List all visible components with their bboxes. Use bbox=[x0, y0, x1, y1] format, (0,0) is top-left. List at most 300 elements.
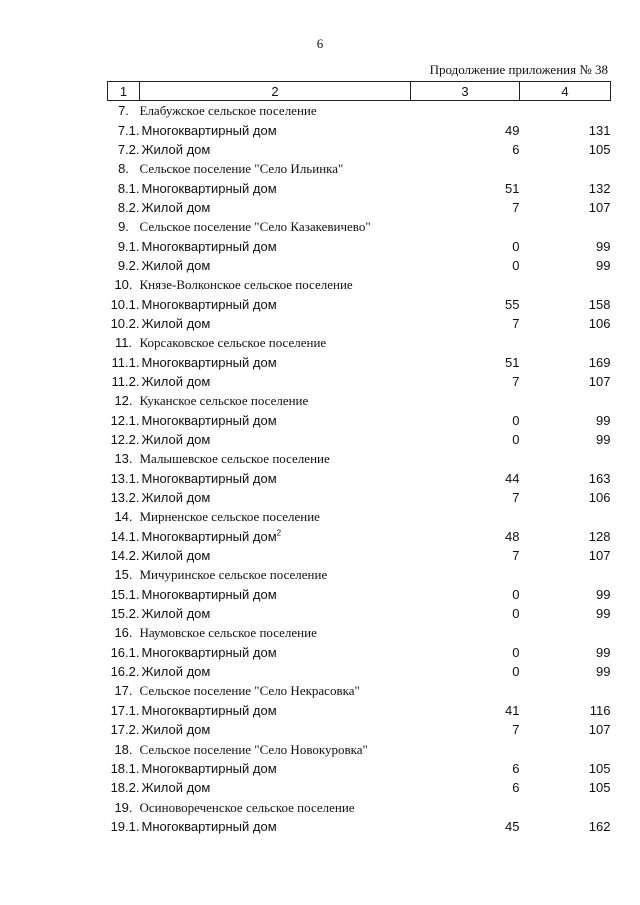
value-column-3-text: 55 bbox=[505, 296, 520, 312]
row-number-text: 16.1. bbox=[110, 644, 140, 660]
value-column-4 bbox=[520, 333, 611, 352]
housing-type bbox=[140, 352, 411, 371]
row-number bbox=[108, 101, 140, 121]
housing-type-text: Многоквартирный дом bbox=[141, 586, 277, 602]
row-number-text: 17.1. bbox=[110, 702, 140, 718]
settlement-name bbox=[140, 681, 411, 700]
row-number bbox=[108, 623, 140, 642]
value-column-4-text: 116 bbox=[589, 702, 611, 718]
housing-type-text: Многоквартирный дом bbox=[141, 354, 277, 370]
row-number-text: 14.1. bbox=[110, 528, 140, 544]
row-number-text: 12. bbox=[114, 393, 133, 409]
value-column-4 bbox=[520, 352, 611, 371]
value-column-4 bbox=[520, 217, 611, 236]
table-row bbox=[108, 604, 611, 623]
value-column-3 bbox=[411, 488, 520, 507]
value-column-3-text: 0 bbox=[512, 664, 520, 680]
settlement-name bbox=[140, 739, 411, 758]
value-column-3-text: 7 bbox=[512, 315, 520, 331]
value-column-3-text: 7 bbox=[512, 490, 520, 506]
housing-type bbox=[140, 411, 411, 430]
value-column-3 bbox=[411, 527, 520, 546]
value-column-3-text: 7 bbox=[512, 722, 520, 738]
row-number-text: 19. bbox=[114, 799, 133, 815]
row-number-text: 18.2. bbox=[110, 780, 140, 796]
housing-type bbox=[140, 469, 411, 488]
row-number bbox=[108, 372, 140, 391]
value-column-4 bbox=[520, 604, 611, 623]
value-column-4-text: 105 bbox=[588, 141, 611, 157]
row-number bbox=[108, 817, 140, 836]
value-column-3 bbox=[411, 198, 520, 217]
housing-type bbox=[140, 178, 411, 197]
value-column-4 bbox=[520, 101, 611, 121]
table-row bbox=[108, 643, 611, 662]
value-column-3 bbox=[411, 720, 520, 739]
value-column-3-text: 7 bbox=[512, 199, 520, 215]
value-column-3 bbox=[411, 565, 520, 584]
section-row bbox=[108, 797, 611, 816]
row-number-text: 10.2. bbox=[110, 315, 140, 331]
value-column-4 bbox=[520, 488, 611, 507]
value-column-4 bbox=[520, 449, 611, 468]
row-number bbox=[108, 217, 140, 236]
value-column-3 bbox=[411, 411, 520, 430]
settlement-name bbox=[140, 101, 411, 121]
table-row bbox=[108, 469, 611, 488]
value-column-3 bbox=[411, 372, 520, 391]
row-number-text: 10. bbox=[114, 277, 133, 293]
row-number bbox=[108, 778, 140, 797]
row-number-text: 11.2. bbox=[111, 373, 140, 389]
housing-type-text: Многоквартирный дом bbox=[141, 180, 277, 196]
settlement-name bbox=[140, 507, 411, 526]
row-number bbox=[108, 662, 140, 681]
section-row bbox=[108, 739, 611, 758]
value-column-4-text: 99 bbox=[596, 586, 611, 602]
value-column-4-text: 131 bbox=[588, 122, 611, 138]
value-column-3 bbox=[411, 314, 520, 333]
value-column-3 bbox=[411, 256, 520, 275]
value-column-3 bbox=[411, 643, 520, 662]
value-column-4 bbox=[520, 140, 611, 159]
row-number-text: 8.1. bbox=[117, 180, 140, 196]
value-column-4-text: 107 bbox=[588, 373, 611, 389]
table-row bbox=[108, 411, 611, 430]
settlement-name-text: Корсаковское сельское поселение bbox=[139, 335, 327, 351]
settlement-name-text: Малышевское сельское поселение bbox=[139, 451, 330, 467]
row-number-text: 19.1. bbox=[110, 818, 140, 834]
value-column-4 bbox=[520, 294, 611, 313]
value-column-4-text: 105 bbox=[588, 780, 611, 796]
settlement-name bbox=[140, 797, 411, 816]
settlement-name-text: Мичуринское сельское поселение bbox=[139, 567, 328, 583]
housing-type-text: Жилой дом bbox=[141, 373, 211, 389]
value-column-4-text: 99 bbox=[596, 664, 611, 680]
housing-type bbox=[140, 140, 411, 159]
table-row bbox=[108, 430, 611, 449]
table-row bbox=[108, 527, 611, 546]
value-column-3 bbox=[411, 778, 520, 797]
housing-type bbox=[140, 120, 411, 139]
row-number bbox=[108, 546, 140, 565]
housing-type-text: Многоквартирный дом bbox=[141, 702, 277, 718]
table-row bbox=[108, 778, 611, 797]
column-header-4: 4 bbox=[520, 82, 611, 101]
table-row bbox=[108, 140, 611, 159]
housing-type-text: Жилой дом bbox=[141, 432, 211, 448]
row-number bbox=[108, 797, 140, 816]
row-number bbox=[108, 507, 140, 526]
value-column-3 bbox=[411, 140, 520, 159]
settlement-name bbox=[140, 449, 411, 468]
row-number-text: 18. bbox=[114, 741, 133, 757]
value-column-4-text: 99 bbox=[596, 238, 611, 254]
value-column-4 bbox=[520, 236, 611, 255]
row-number bbox=[108, 178, 140, 197]
value-column-3-text: 0 bbox=[512, 432, 520, 448]
row-number-text: 9.1. bbox=[117, 238, 140, 254]
table-row bbox=[108, 352, 611, 371]
value-column-3 bbox=[411, 352, 520, 371]
table-row bbox=[108, 294, 611, 313]
row-number-text: 7.2. bbox=[117, 141, 140, 157]
value-column-3 bbox=[411, 507, 520, 526]
value-column-3 bbox=[411, 585, 520, 604]
value-column-3-text: 7 bbox=[512, 373, 520, 389]
row-number-text: 7. bbox=[118, 103, 129, 119]
value-column-3 bbox=[411, 217, 520, 236]
value-column-3 bbox=[411, 701, 520, 720]
value-column-3 bbox=[411, 333, 520, 352]
row-number-text: 15. bbox=[114, 567, 133, 583]
table-row bbox=[108, 759, 611, 778]
column-header-1: 1 bbox=[108, 82, 140, 101]
row-number-text: 12.1. bbox=[110, 412, 140, 428]
row-number bbox=[108, 701, 140, 720]
value-column-4 bbox=[520, 120, 611, 139]
row-number bbox=[108, 585, 140, 604]
housing-type-text: Жилой дом bbox=[141, 199, 211, 215]
value-column-4 bbox=[520, 430, 611, 449]
housing-type bbox=[140, 585, 411, 604]
value-column-4 bbox=[520, 797, 611, 816]
value-column-4-text: 99 bbox=[596, 257, 611, 273]
row-number-text: 13. bbox=[114, 451, 133, 467]
value-column-4-text: 107 bbox=[588, 199, 611, 215]
table-row bbox=[108, 236, 611, 255]
row-number bbox=[108, 527, 140, 546]
housing-type bbox=[140, 778, 411, 797]
housing-type bbox=[140, 236, 411, 255]
row-number-text: 8.2. bbox=[117, 199, 140, 215]
value-column-3 bbox=[411, 759, 520, 778]
value-column-4-text: 107 bbox=[588, 548, 611, 564]
value-column-3 bbox=[411, 120, 520, 139]
value-column-4 bbox=[520, 507, 611, 526]
housing-type bbox=[140, 817, 411, 836]
value-column-3 bbox=[411, 546, 520, 565]
value-column-4 bbox=[520, 198, 611, 217]
table-row bbox=[108, 372, 611, 391]
housing-type-text: Жилой дом bbox=[141, 490, 211, 506]
housing-type-text: Жилой дом bbox=[141, 257, 211, 273]
row-number-text: 17.2. bbox=[110, 722, 140, 738]
value-column-4-text: 107 bbox=[588, 722, 611, 738]
section-row bbox=[108, 159, 611, 178]
settlement-name-text: Осиновореченское сельское поселение bbox=[139, 799, 355, 815]
value-column-4-text: 106 bbox=[588, 490, 611, 506]
header-row bbox=[108, 82, 611, 101]
housing-type-text: Жилой дом bbox=[141, 606, 211, 622]
row-number-text: 9. bbox=[118, 219, 129, 235]
value-column-4-text: 99 bbox=[596, 432, 611, 448]
housing-type bbox=[140, 643, 411, 662]
row-number bbox=[108, 140, 140, 159]
table-row bbox=[108, 178, 611, 197]
value-column-4-text: 162 bbox=[588, 818, 611, 834]
table-row bbox=[108, 314, 611, 333]
value-column-4 bbox=[520, 546, 611, 565]
settlement-name bbox=[140, 159, 411, 178]
value-column-4 bbox=[520, 681, 611, 700]
row-number bbox=[108, 120, 140, 139]
row-number-text: 10.1. bbox=[110, 296, 140, 312]
row-number bbox=[108, 449, 140, 468]
row-number bbox=[108, 681, 140, 700]
value-column-3 bbox=[411, 739, 520, 758]
column-header-3: 3 bbox=[411, 82, 520, 101]
row-number bbox=[108, 236, 140, 255]
value-column-3 bbox=[411, 449, 520, 468]
housing-type bbox=[140, 546, 411, 565]
value-column-4 bbox=[520, 778, 611, 797]
table-row bbox=[108, 120, 611, 139]
housing-type bbox=[140, 256, 411, 275]
value-column-4 bbox=[520, 759, 611, 778]
row-number bbox=[108, 430, 140, 449]
value-column-4-text: 128 bbox=[588, 528, 611, 544]
row-number-text: 15.1. bbox=[110, 586, 140, 602]
value-column-4 bbox=[520, 623, 611, 642]
value-column-4 bbox=[520, 178, 611, 197]
footnote-marker: 2 bbox=[276, 528, 282, 538]
data-table bbox=[107, 81, 611, 836]
table-row bbox=[108, 256, 611, 275]
value-column-3-text: 41 bbox=[505, 702, 520, 718]
value-column-4 bbox=[520, 739, 611, 758]
housing-type-text: Жилой дом bbox=[141, 722, 211, 738]
value-column-3 bbox=[411, 236, 520, 255]
row-number bbox=[108, 643, 140, 662]
value-column-4 bbox=[520, 256, 611, 275]
settlement-name bbox=[140, 217, 411, 236]
value-column-3-text: 45 bbox=[505, 818, 520, 834]
table-row bbox=[108, 488, 611, 507]
settlement-name-text: Сельское поселение "Село Ильинка" bbox=[139, 161, 344, 177]
value-column-3 bbox=[411, 159, 520, 178]
row-number-text: 13.1. bbox=[110, 470, 140, 486]
value-column-4 bbox=[520, 411, 611, 430]
row-number-text: 15.2. bbox=[110, 606, 140, 622]
row-number bbox=[108, 411, 140, 430]
housing-type-text: Многоквартирный дом bbox=[141, 470, 277, 486]
value-column-3 bbox=[411, 275, 520, 294]
row-number bbox=[108, 604, 140, 623]
settlement-name-text: Мирненское сельское поселение bbox=[139, 509, 320, 525]
value-column-4 bbox=[520, 565, 611, 584]
row-number bbox=[108, 739, 140, 758]
value-column-4 bbox=[520, 585, 611, 604]
row-number-text: 11.1. bbox=[111, 354, 140, 370]
housing-type-text: Жилой дом bbox=[141, 780, 211, 796]
row-number bbox=[108, 294, 140, 313]
housing-type bbox=[140, 314, 411, 333]
value-column-3 bbox=[411, 681, 520, 700]
table-row bbox=[108, 720, 611, 739]
column-header-2: 2 bbox=[140, 82, 411, 101]
section-row bbox=[108, 333, 611, 352]
section-row bbox=[108, 391, 611, 410]
housing-type bbox=[140, 527, 411, 546]
value-column-4 bbox=[520, 720, 611, 739]
housing-type bbox=[140, 198, 411, 217]
value-column-3-text: 0 bbox=[512, 606, 520, 622]
section-row bbox=[108, 217, 611, 236]
table-row bbox=[108, 198, 611, 217]
value-column-3-text: 44 bbox=[505, 470, 520, 486]
value-column-3-text: 7 bbox=[512, 548, 520, 564]
value-column-3 bbox=[411, 178, 520, 197]
row-number-text: 18.1. bbox=[110, 760, 140, 776]
row-number-text: 14. bbox=[114, 509, 133, 525]
section-row bbox=[108, 101, 611, 121]
table-body bbox=[108, 101, 611, 837]
value-column-4 bbox=[520, 314, 611, 333]
row-number-text: 12.2. bbox=[110, 432, 140, 448]
value-column-3 bbox=[411, 430, 520, 449]
value-column-4 bbox=[520, 275, 611, 294]
row-number-text: 14.2. bbox=[110, 548, 140, 564]
row-number bbox=[108, 469, 140, 488]
value-column-3-text: 0 bbox=[512, 412, 520, 428]
appendix-continuation-note: Продолжение приложения № 38 bbox=[429, 62, 608, 77]
housing-type-text: Многоквартирный дом bbox=[141, 122, 277, 138]
row-number-text: 13.2. bbox=[110, 490, 140, 506]
value-column-4-text: 99 bbox=[596, 644, 611, 660]
value-column-3 bbox=[411, 662, 520, 681]
value-column-3-text: 51 bbox=[505, 180, 520, 196]
housing-type-text: Многоквартирный дом bbox=[141, 238, 277, 254]
value-column-4-text: 163 bbox=[588, 470, 611, 486]
housing-type-text: Многоквартирный дом bbox=[141, 528, 277, 544]
row-number bbox=[108, 720, 140, 739]
value-column-3-text: 0 bbox=[512, 257, 520, 273]
row-number-text: 9.2. bbox=[117, 257, 140, 273]
section-row bbox=[108, 623, 611, 642]
row-number-text: 7.1. bbox=[117, 122, 140, 138]
value-column-4-text: 132 bbox=[588, 180, 611, 196]
housing-type bbox=[140, 430, 411, 449]
settlement-name-text: Куканское сельское поселение bbox=[139, 393, 309, 409]
table-row bbox=[108, 662, 611, 681]
housing-type-text: Многоквартирный дом bbox=[141, 818, 277, 834]
value-column-4 bbox=[520, 817, 611, 836]
settlement-name-text: Сельское поселение "Село Казакевичево" bbox=[139, 219, 371, 235]
value-column-3 bbox=[411, 817, 520, 836]
value-column-4-text: 106 bbox=[588, 315, 611, 331]
housing-type bbox=[140, 759, 411, 778]
table-row bbox=[108, 546, 611, 565]
settlement-name bbox=[140, 391, 411, 410]
section-row bbox=[108, 275, 611, 294]
housing-type-text: Многоквартирный дом bbox=[141, 760, 277, 776]
housing-type-text: Многоквартирный дом bbox=[141, 412, 277, 428]
value-column-4 bbox=[520, 527, 611, 546]
housing-type bbox=[140, 604, 411, 623]
value-column-4 bbox=[520, 391, 611, 410]
row-number-text: 11. bbox=[114, 335, 133, 351]
section-row bbox=[108, 449, 611, 468]
table-row bbox=[108, 817, 611, 836]
settlement-name bbox=[140, 565, 411, 584]
row-number bbox=[108, 391, 140, 410]
value-column-3-text: 0 bbox=[512, 644, 520, 660]
table-row bbox=[108, 701, 611, 720]
value-column-3 bbox=[411, 101, 520, 121]
housing-type bbox=[140, 294, 411, 313]
value-column-3-text: 0 bbox=[512, 238, 520, 254]
housing-type-text: Жилой дом bbox=[141, 548, 211, 564]
settlement-name bbox=[140, 333, 411, 352]
housing-type-text: Жилой дом bbox=[141, 141, 211, 157]
row-number-text: 17. bbox=[114, 683, 133, 699]
settlement-name-text: Сельское поселение "Село Некрасовка" bbox=[139, 683, 360, 699]
value-column-4 bbox=[520, 662, 611, 681]
row-number bbox=[108, 759, 140, 778]
row-number-text: 16.2. bbox=[110, 664, 140, 680]
housing-type-text: Жилой дом bbox=[141, 315, 211, 331]
housing-type bbox=[140, 701, 411, 720]
row-number bbox=[108, 159, 140, 178]
settlement-name bbox=[140, 623, 411, 642]
value-column-3-text: 48 bbox=[505, 528, 520, 544]
value-column-3 bbox=[411, 469, 520, 488]
row-number bbox=[108, 198, 140, 217]
housing-type bbox=[140, 662, 411, 681]
value-column-3-text: 0 bbox=[512, 586, 520, 602]
settlement-name-text: Князе-Волконское сельское поселение bbox=[139, 277, 353, 293]
value-column-4-text: 105 bbox=[588, 760, 611, 776]
table-row bbox=[108, 585, 611, 604]
value-column-4-text: 169 bbox=[588, 354, 611, 370]
row-number bbox=[108, 256, 140, 275]
section-row bbox=[108, 681, 611, 700]
value-column-4 bbox=[520, 159, 611, 178]
value-column-3-text: 49 bbox=[505, 122, 520, 138]
value-column-4 bbox=[520, 643, 611, 662]
row-number bbox=[108, 352, 140, 371]
value-column-3-text: 6 bbox=[512, 760, 520, 776]
row-number bbox=[108, 314, 140, 333]
row-number bbox=[108, 333, 140, 352]
housing-type-text: Многоквартирный дом bbox=[141, 296, 277, 312]
value-column-3 bbox=[411, 797, 520, 816]
value-column-3 bbox=[411, 623, 520, 642]
housing-type bbox=[140, 372, 411, 391]
value-column-4 bbox=[520, 701, 611, 720]
value-column-4-text: 99 bbox=[596, 606, 611, 622]
